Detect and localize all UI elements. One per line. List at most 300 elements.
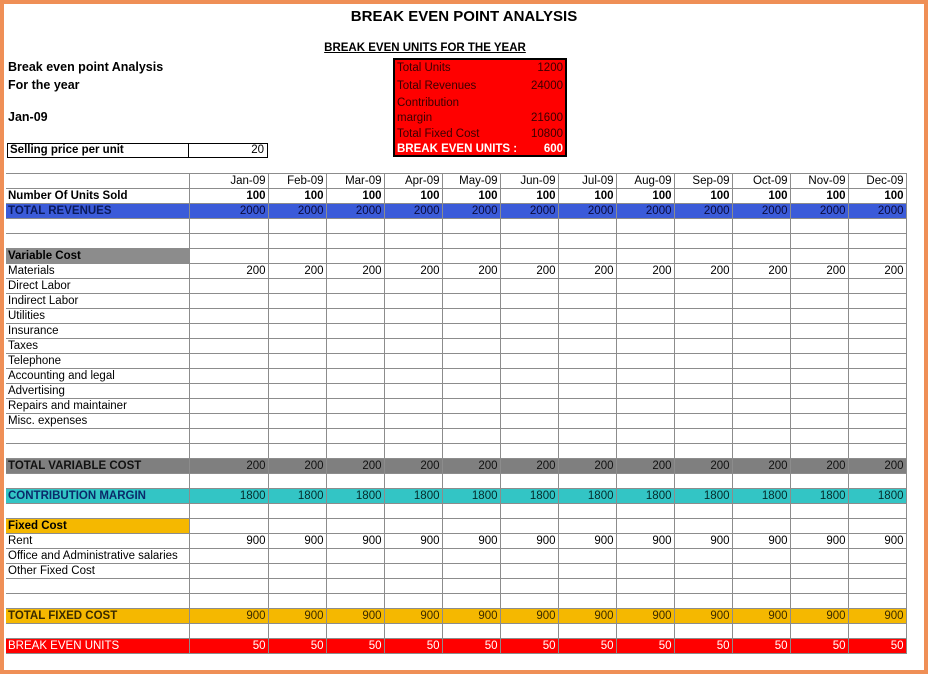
- empty-cell[interactable]: [384, 339, 442, 354]
- fixed-cost-header[interactable]: Fixed Cost: [6, 519, 189, 534]
- units-sold-cell[interactable]: 100: [268, 189, 326, 204]
- empty-cell[interactable]: [442, 594, 500, 609]
- total-variable-cost-cell[interactable]: 200: [326, 459, 384, 474]
- empty-cell[interactable]: [616, 219, 674, 234]
- empty-label-cell[interactable]: [6, 444, 189, 459]
- empty-cell[interactable]: [268, 564, 326, 579]
- empty-cell[interactable]: [268, 369, 326, 384]
- revenue-cell[interactable]: 2000: [616, 204, 674, 219]
- break-even-units-cell[interactable]: 50: [384, 639, 442, 654]
- empty-cell[interactable]: [848, 564, 906, 579]
- total-fixed-cost-cell[interactable]: 900: [326, 609, 384, 624]
- empty-cell[interactable]: [732, 384, 790, 399]
- empty-cell[interactable]: [189, 429, 268, 444]
- empty-cell[interactable]: [384, 594, 442, 609]
- materials-label[interactable]: Materials: [6, 264, 189, 279]
- empty-cell[interactable]: [326, 624, 384, 639]
- empty-cell[interactable]: [732, 294, 790, 309]
- empty-cell[interactable]: [442, 429, 500, 444]
- empty-cell[interactable]: [558, 414, 616, 429]
- empty-cell[interactable]: [442, 219, 500, 234]
- selling-price-cell[interactable]: 20: [189, 143, 268, 158]
- empty-cell[interactable]: [500, 339, 558, 354]
- empty-cell[interactable]: [790, 234, 848, 249]
- empty-cell[interactable]: [500, 579, 558, 594]
- contribution-margin-cell[interactable]: 1800: [732, 489, 790, 504]
- empty-cell[interactable]: [268, 429, 326, 444]
- total-fixed-cost-cell[interactable]: 900: [790, 609, 848, 624]
- empty-cell[interactable]: [732, 549, 790, 564]
- empty-cell[interactable]: [326, 474, 384, 489]
- empty-cell[interactable]: [189, 384, 268, 399]
- empty-cell[interactable]: [500, 519, 558, 534]
- empty-cell[interactable]: [500, 414, 558, 429]
- empty-cell[interactable]: [558, 324, 616, 339]
- month-header[interactable]: May-09: [442, 174, 500, 189]
- empty-cell[interactable]: [442, 549, 500, 564]
- contribution-margin-cell[interactable]: 1800: [268, 489, 326, 504]
- empty-cell[interactable]: [500, 624, 558, 639]
- materials-cell[interactable]: 200: [384, 264, 442, 279]
- empty-cell[interactable]: [732, 324, 790, 339]
- empty-cell[interactable]: [674, 369, 732, 384]
- rent-cell[interactable]: 900: [384, 534, 442, 549]
- empty-cell[interactable]: [790, 219, 848, 234]
- empty-cell[interactable]: [189, 324, 268, 339]
- empty-cell[interactable]: [790, 579, 848, 594]
- fixed-cost-label[interactable]: Office and Administrative salaries: [6, 549, 189, 564]
- variable-cost-label[interactable]: Utilities: [6, 309, 189, 324]
- materials-cell[interactable]: 200: [790, 264, 848, 279]
- empty-cell[interactable]: [848, 519, 906, 534]
- empty-cell[interactable]: [616, 549, 674, 564]
- revenue-cell[interactable]: 2000: [442, 204, 500, 219]
- total-variable-cost-cell[interactable]: 200: [616, 459, 674, 474]
- empty-cell[interactable]: [326, 594, 384, 609]
- empty-cell[interactable]: [790, 549, 848, 564]
- units-sold-label[interactable]: Number Of Units Sold: [6, 189, 189, 204]
- empty-cell[interactable]: [500, 594, 558, 609]
- variable-cost-label[interactable]: Telephone: [6, 354, 189, 369]
- materials-cell[interactable]: 200: [268, 264, 326, 279]
- empty-label-cell[interactable]: [6, 219, 189, 234]
- empty-cell[interactable]: [732, 414, 790, 429]
- empty-cell[interactable]: [674, 594, 732, 609]
- rent-cell[interactable]: 900: [500, 534, 558, 549]
- empty-label-cell[interactable]: [6, 474, 189, 489]
- empty-cell[interactable]: [384, 279, 442, 294]
- empty-cell[interactable]: [384, 624, 442, 639]
- month-header[interactable]: Jul-09: [558, 174, 616, 189]
- total-fixed-cost-cell[interactable]: 900: [268, 609, 326, 624]
- empty-cell[interactable]: [674, 414, 732, 429]
- empty-label-cell[interactable]: [6, 594, 189, 609]
- materials-cell[interactable]: 200: [189, 264, 268, 279]
- empty-cell[interactable]: [189, 369, 268, 384]
- empty-cell[interactable]: [848, 384, 906, 399]
- revenue-cell[interactable]: 2000: [500, 204, 558, 219]
- empty-cell[interactable]: [384, 294, 442, 309]
- empty-cell[interactable]: [384, 384, 442, 399]
- empty-cell[interactable]: [442, 309, 500, 324]
- empty-cell[interactable]: [790, 309, 848, 324]
- total-variable-cost-cell[interactable]: 200: [558, 459, 616, 474]
- empty-cell[interactable]: [442, 249, 500, 264]
- units-sold-cell[interactable]: 100: [790, 189, 848, 204]
- total-variable-cost-cell[interactable]: 200: [189, 459, 268, 474]
- revenue-cell[interactable]: 2000: [384, 204, 442, 219]
- empty-cell[interactable]: [790, 294, 848, 309]
- empty-cell[interactable]: [189, 234, 268, 249]
- materials-cell[interactable]: 200: [848, 264, 906, 279]
- empty-cell[interactable]: [326, 444, 384, 459]
- empty-cell[interactable]: [732, 594, 790, 609]
- empty-cell[interactable]: [500, 354, 558, 369]
- month-header[interactable]: Aug-09: [616, 174, 674, 189]
- empty-cell[interactable]: [442, 579, 500, 594]
- break-even-units-cell[interactable]: 50: [790, 639, 848, 654]
- empty-cell[interactable]: [558, 234, 616, 249]
- empty-cell[interactable]: [384, 249, 442, 264]
- empty-cell[interactable]: [732, 444, 790, 459]
- empty-cell[interactable]: [790, 624, 848, 639]
- variable-cost-label[interactable]: Misc. expenses: [6, 414, 189, 429]
- empty-cell[interactable]: [268, 414, 326, 429]
- empty-cell[interactable]: [500, 504, 558, 519]
- total-revenues-label[interactable]: TOTAL REVENUES: [6, 204, 189, 219]
- empty-cell[interactable]: [674, 504, 732, 519]
- empty-cell[interactable]: [500, 234, 558, 249]
- empty-cell[interactable]: [790, 504, 848, 519]
- empty-cell[interactable]: [268, 384, 326, 399]
- empty-cell[interactable]: [189, 519, 268, 534]
- empty-cell[interactable]: [674, 549, 732, 564]
- empty-cell[interactable]: [268, 474, 326, 489]
- empty-cell[interactable]: [848, 414, 906, 429]
- empty-cell[interactable]: [268, 579, 326, 594]
- empty-cell[interactable]: [500, 549, 558, 564]
- empty-cell[interactable]: [674, 309, 732, 324]
- empty-cell[interactable]: [442, 354, 500, 369]
- empty-cell[interactable]: [558, 399, 616, 414]
- empty-cell[interactable]: [674, 294, 732, 309]
- materials-cell[interactable]: 200: [674, 264, 732, 279]
- revenue-cell[interactable]: 2000: [558, 204, 616, 219]
- empty-cell[interactable]: [790, 369, 848, 384]
- total-fixed-cost-cell[interactable]: 900: [384, 609, 442, 624]
- empty-cell[interactable]: [616, 579, 674, 594]
- empty-cell[interactable]: [732, 219, 790, 234]
- empty-cell[interactable]: [189, 444, 268, 459]
- empty-cell[interactable]: [268, 504, 326, 519]
- variable-cost-label[interactable]: Accounting and legal: [6, 369, 189, 384]
- break-even-units-cell[interactable]: 50: [848, 639, 906, 654]
- fixed-cost-label[interactable]: Other Fixed Cost: [6, 564, 189, 579]
- empty-cell[interactable]: [616, 234, 674, 249]
- materials-cell[interactable]: 200: [732, 264, 790, 279]
- materials-cell[interactable]: 200: [326, 264, 384, 279]
- units-sold-cell[interactable]: 100: [500, 189, 558, 204]
- empty-cell[interactable]: [674, 384, 732, 399]
- empty-cell[interactable]: [558, 624, 616, 639]
- empty-cell[interactable]: [674, 564, 732, 579]
- total-fixed-cost-cell[interactable]: 900: [732, 609, 790, 624]
- empty-cell[interactable]: [384, 369, 442, 384]
- empty-cell[interactable]: [848, 579, 906, 594]
- break-even-units-cell[interactable]: 50: [674, 639, 732, 654]
- empty-cell[interactable]: [558, 339, 616, 354]
- empty-label-cell[interactable]: [6, 234, 189, 249]
- empty-cell[interactable]: [790, 399, 848, 414]
- units-sold-cell[interactable]: 100: [558, 189, 616, 204]
- empty-cell[interactable]: [442, 279, 500, 294]
- empty-cell[interactable]: [500, 279, 558, 294]
- empty-cell[interactable]: [268, 249, 326, 264]
- empty-cell[interactable]: [790, 249, 848, 264]
- total-variable-cost-cell[interactable]: 200: [384, 459, 442, 474]
- empty-cell[interactable]: [732, 279, 790, 294]
- empty-cell[interactable]: [442, 474, 500, 489]
- empty-cell[interactable]: [268, 624, 326, 639]
- month-header[interactable]: Sep-09: [674, 174, 732, 189]
- empty-cell[interactable]: [848, 354, 906, 369]
- empty-cell[interactable]: [674, 249, 732, 264]
- empty-cell[interactable]: [848, 219, 906, 234]
- rent-cell[interactable]: 900: [326, 534, 384, 549]
- empty-cell[interactable]: [500, 564, 558, 579]
- month-header[interactable]: Jan-09: [189, 174, 268, 189]
- empty-cell[interactable]: [500, 249, 558, 264]
- empty-cell[interactable]: [848, 234, 906, 249]
- contribution-margin-cell[interactable]: 1800: [189, 489, 268, 504]
- empty-cell[interactable]: [674, 429, 732, 444]
- empty-cell[interactable]: [326, 309, 384, 324]
- empty-cell[interactable]: [326, 234, 384, 249]
- empty-cell[interactable]: [732, 339, 790, 354]
- empty-cell[interactable]: [268, 519, 326, 534]
- empty-cell[interactable]: [674, 474, 732, 489]
- rent-label[interactable]: Rent: [6, 534, 189, 549]
- empty-cell[interactable]: [442, 444, 500, 459]
- break-even-units-cell[interactable]: 50: [732, 639, 790, 654]
- empty-label-cell[interactable]: [6, 579, 189, 594]
- empty-cell[interactable]: [558, 384, 616, 399]
- contribution-margin-cell[interactable]: 1800: [500, 489, 558, 504]
- empty-cell[interactable]: [326, 249, 384, 264]
- empty-cell[interactable]: [848, 549, 906, 564]
- empty-cell[interactable]: [189, 474, 268, 489]
- empty-cell[interactable]: [848, 339, 906, 354]
- empty-cell[interactable]: [189, 279, 268, 294]
- empty-cell[interactable]: [326, 564, 384, 579]
- empty-cell[interactable]: [189, 564, 268, 579]
- units-sold-cell[interactable]: 100: [326, 189, 384, 204]
- empty-cell[interactable]: [732, 624, 790, 639]
- empty-cell[interactable]: [848, 369, 906, 384]
- empty-cell[interactable]: [442, 519, 500, 534]
- units-sold-cell[interactable]: 100: [616, 189, 674, 204]
- revenue-cell[interactable]: 2000: [732, 204, 790, 219]
- empty-cell[interactable]: [674, 399, 732, 414]
- variable-cost-label[interactable]: Indirect Labor: [6, 294, 189, 309]
- empty-cell[interactable]: [848, 624, 906, 639]
- empty-cell[interactable]: [616, 279, 674, 294]
- empty-cell[interactable]: [790, 564, 848, 579]
- total-fixed-cost-label[interactable]: TOTAL FIXED COST: [6, 609, 189, 624]
- total-variable-cost-cell[interactable]: 200: [848, 459, 906, 474]
- empty-cell[interactable]: [674, 519, 732, 534]
- empty-cell[interactable]: [732, 369, 790, 384]
- empty-cell[interactable]: [268, 324, 326, 339]
- variable-cost-label[interactable]: Advertising: [6, 384, 189, 399]
- empty-cell[interactable]: [384, 429, 442, 444]
- empty-cell[interactable]: [558, 594, 616, 609]
- empty-cell[interactable]: [558, 279, 616, 294]
- empty-cell[interactable]: [326, 294, 384, 309]
- rent-cell[interactable]: 900: [674, 534, 732, 549]
- total-variable-cost-cell[interactable]: 200: [500, 459, 558, 474]
- empty-cell[interactable]: [442, 624, 500, 639]
- empty-label-cell[interactable]: [6, 624, 189, 639]
- empty-cell[interactable]: [189, 624, 268, 639]
- empty-cell[interactable]: [616, 414, 674, 429]
- empty-cell[interactable]: [384, 399, 442, 414]
- empty-cell[interactable]: [384, 234, 442, 249]
- empty-cell[interactable]: [326, 429, 384, 444]
- empty-cell[interactable]: [616, 354, 674, 369]
- empty-cell[interactable]: [848, 309, 906, 324]
- empty-cell[interactable]: [790, 354, 848, 369]
- empty-cell[interactable]: [500, 219, 558, 234]
- empty-cell[interactable]: [616, 519, 674, 534]
- empty-cell[interactable]: [616, 444, 674, 459]
- empty-cell[interactable]: [189, 594, 268, 609]
- empty-cell[interactable]: [442, 414, 500, 429]
- empty-cell[interactable]: [189, 354, 268, 369]
- units-sold-cell[interactable]: 100: [189, 189, 268, 204]
- revenue-cell[interactable]: 2000: [268, 204, 326, 219]
- contribution-margin-cell[interactable]: 1800: [384, 489, 442, 504]
- revenue-cell[interactable]: 2000: [848, 204, 906, 219]
- empty-cell[interactable]: [558, 474, 616, 489]
- total-variable-cost-cell[interactable]: 200: [790, 459, 848, 474]
- empty-cell[interactable]: [384, 324, 442, 339]
- rent-cell[interactable]: 900: [268, 534, 326, 549]
- break-even-units-cell[interactable]: 50: [189, 639, 268, 654]
- empty-cell[interactable]: [732, 249, 790, 264]
- empty-cell[interactable]: [268, 309, 326, 324]
- empty-cell[interactable]: [616, 624, 674, 639]
- empty-cell[interactable]: [674, 624, 732, 639]
- empty-cell[interactable]: [674, 354, 732, 369]
- empty-cell[interactable]: [384, 354, 442, 369]
- empty-cell[interactable]: [268, 549, 326, 564]
- contribution-margin-cell[interactable]: 1800: [442, 489, 500, 504]
- variable-cost-header[interactable]: Variable Cost: [6, 249, 189, 264]
- contribution-margin-cell[interactable]: 1800: [674, 489, 732, 504]
- empty-cell[interactable]: [384, 549, 442, 564]
- total-variable-cost-cell[interactable]: 200: [442, 459, 500, 474]
- total-variable-cost-cell[interactable]: 200: [674, 459, 732, 474]
- empty-cell[interactable]: [268, 234, 326, 249]
- break-even-units-cell[interactable]: 50: [616, 639, 674, 654]
- empty-cell[interactable]: [848, 324, 906, 339]
- empty-cell[interactable]: [442, 504, 500, 519]
- empty-cell[interactable]: [616, 369, 674, 384]
- empty-cell[interactable]: [790, 324, 848, 339]
- empty-cell[interactable]: [558, 309, 616, 324]
- empty-cell[interactable]: [500, 384, 558, 399]
- empty-cell[interactable]: [848, 249, 906, 264]
- empty-cell[interactable]: [558, 579, 616, 594]
- empty-cell[interactable]: [848, 504, 906, 519]
- variable-cost-label[interactable]: Taxes: [6, 339, 189, 354]
- empty-cell[interactable]: [558, 444, 616, 459]
- empty-cell[interactable]: [500, 294, 558, 309]
- empty-cell[interactable]: [790, 414, 848, 429]
- empty-cell[interactable]: [616, 594, 674, 609]
- rent-cell[interactable]: 900: [442, 534, 500, 549]
- rent-cell[interactable]: 900: [732, 534, 790, 549]
- empty-cell[interactable]: [268, 594, 326, 609]
- revenue-cell[interactable]: 2000: [189, 204, 268, 219]
- empty-cell[interactable]: [384, 579, 442, 594]
- empty-cell[interactable]: [848, 294, 906, 309]
- empty-cell[interactable]: [326, 354, 384, 369]
- empty-cell[interactable]: [616, 339, 674, 354]
- revenue-cell[interactable]: 2000: [790, 204, 848, 219]
- empty-cell[interactable]: [500, 324, 558, 339]
- empty-cell[interactable]: [326, 579, 384, 594]
- empty-cell[interactable]: [326, 369, 384, 384]
- empty-cell[interactable]: [848, 399, 906, 414]
- empty-cell[interactable]: [442, 234, 500, 249]
- empty-cell[interactable]: [500, 474, 558, 489]
- empty-cell[interactable]: [674, 234, 732, 249]
- empty-cell[interactable]: [674, 324, 732, 339]
- empty-cell[interactable]: [558, 519, 616, 534]
- empty-cell[interactable]: [732, 234, 790, 249]
- empty-cell[interactable]: [848, 474, 906, 489]
- empty-cell[interactable]: [848, 279, 906, 294]
- units-sold-cell[interactable]: 100: [384, 189, 442, 204]
- empty-cell[interactable]: [558, 564, 616, 579]
- month-header[interactable]: Jun-09: [500, 174, 558, 189]
- contribution-margin-label[interactable]: CONTRIBUTION MARGIN: [6, 489, 189, 504]
- total-fixed-cost-cell[interactable]: 900: [442, 609, 500, 624]
- empty-cell[interactable]: [558, 429, 616, 444]
- total-fixed-cost-cell[interactable]: 900: [500, 609, 558, 624]
- empty-label-cell[interactable]: [6, 504, 189, 519]
- empty-cell[interactable]: [189, 294, 268, 309]
- month-header[interactable]: Nov-09: [790, 174, 848, 189]
- empty-cell[interactable]: [268, 444, 326, 459]
- empty-cell[interactable]: [442, 399, 500, 414]
- empty-cell[interactable]: [268, 339, 326, 354]
- empty-cell[interactable]: [790, 279, 848, 294]
- empty-cell[interactable]: [616, 504, 674, 519]
- month-header[interactable]: Apr-09: [384, 174, 442, 189]
- empty-cell[interactable]: [616, 564, 674, 579]
- total-fixed-cost-cell[interactable]: 900: [189, 609, 268, 624]
- empty-cell[interactable]: [268, 399, 326, 414]
- empty-cell[interactable]: [790, 444, 848, 459]
- empty-cell[interactable]: [189, 219, 268, 234]
- empty-cell[interactable]: [268, 354, 326, 369]
- header-corner[interactable]: [6, 174, 189, 189]
- empty-cell[interactable]: [674, 339, 732, 354]
- total-fixed-cost-cell[interactable]: 900: [616, 609, 674, 624]
